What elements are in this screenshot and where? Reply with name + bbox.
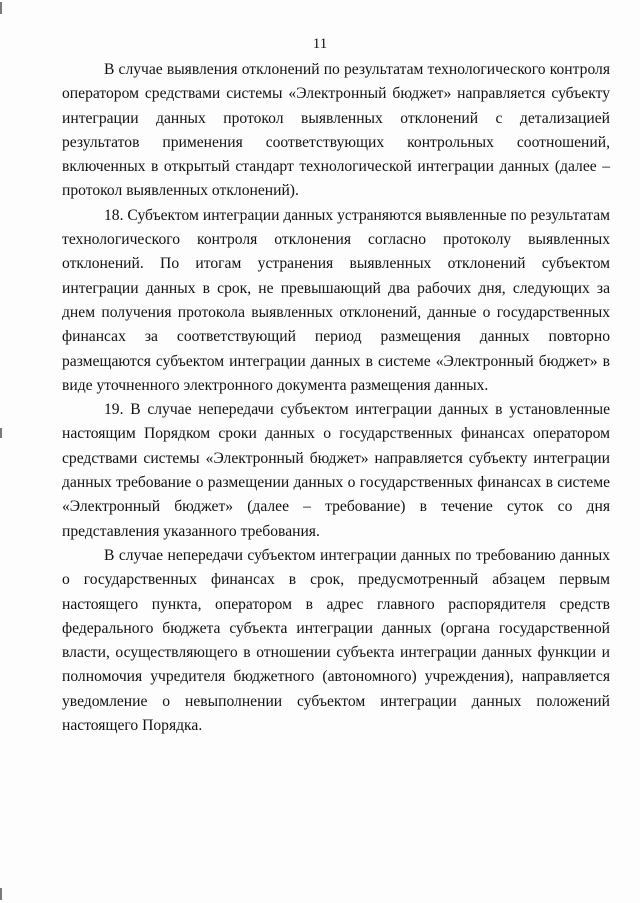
scan-edge-mark xyxy=(0,888,2,900)
paragraph-19: 19. В случае непередачи субъектом интеграции данных в установленные настоящим Порядком сроки данных о государственных финансах оператором средствами системы «Электронный бюджет» направляется субъекту интеграции данных требование о размещении данных о государственных финансах в системе «Электронный бюджет» (далее – требование) в течение суток со дня представления указанного требования. xyxy=(62,401,610,540)
paragraph-notification: В случае непередачи субъектом интеграции данных по требованию данных о государственных финансах в срок, предусмотренный абзацем первым настоящего пункта, оператором в адрес главного распорядителя средств федерального бюджета субъекта интеграции данных (органа государственной власти, осуществляющего в отношении субъекта интеграции данных функции и полномочия учредителя бюджетного (автономного) учреждения), направляется уведомление о невыполнении субъектом интеграции данных положений настоящего Порядка. xyxy=(62,546,610,735)
scan-edge-mark xyxy=(0,428,2,438)
scan-edge-mark xyxy=(0,2,2,14)
document-body xyxy=(62,58,610,738)
page-number: 11 xyxy=(312,36,328,52)
paragraph-protocol: В случае выявления отклонений по результатам технологического контроля оператором средствами системы «Электронный бюджет» направляется субъекту интеграции данных протокол выявленных отклонений с детализацией результатов применения соответствующих контрольных соотношений, включенных в открытый стандарт технологической интеграции данных (далее – протокол выявленных отклонений). xyxy=(62,61,610,200)
paragraph-18: 18. Субъектом интеграции данных устраняются выявленные по результатам технологического контроля отклонения согласно протоколу выявленных отклонений. По итогам устранения выявленных отклонений субъектом интеграции данных в срок, не превышающий два рабочих дня, следующих за днем получения протокола выявленных отклонений, данные о государственных финансах за соответствующий период размещения данных повторно размещаются субъектом интеграции данных в системе «Электронный бюджет» в виде уточненного электронного документа размещения данных. xyxy=(62,206,610,394)
